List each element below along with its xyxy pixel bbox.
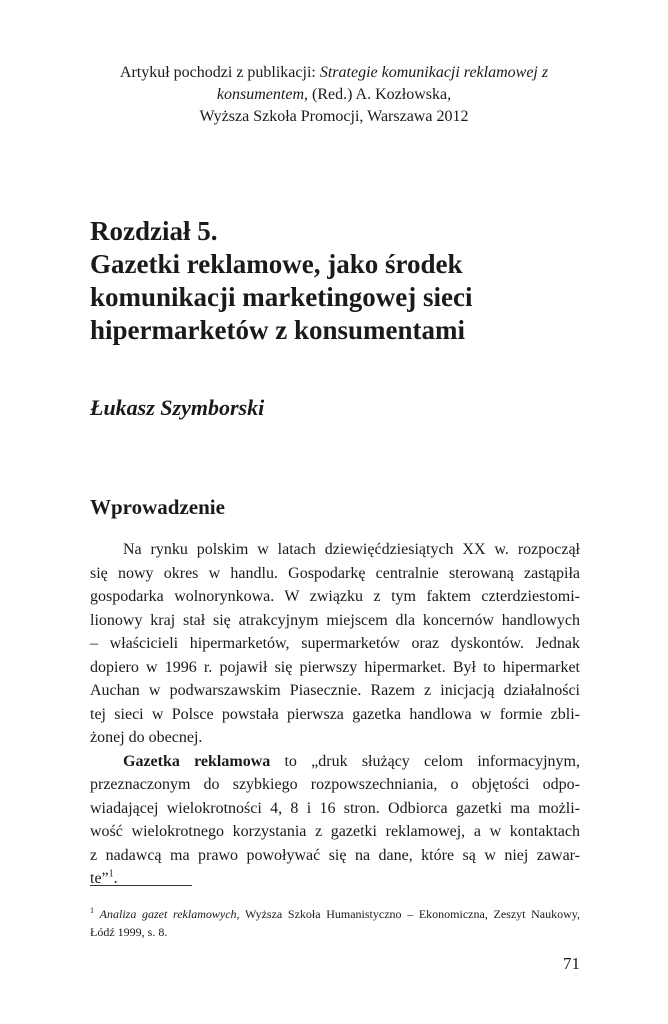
publication-title-part-1: Strategie komunikacji reklamowej z xyxy=(319,64,549,81)
text-line xyxy=(90,750,580,774)
footnote-reference[interactable]: 1 xyxy=(108,868,114,880)
footnote-number: 1 xyxy=(90,906,94,915)
section-heading: Wprowadzenie xyxy=(90,495,225,519)
chapter-heading xyxy=(90,215,590,347)
text-line xyxy=(90,867,580,891)
publication-publisher: Wyższa Szkoła Promocji, Warszawa 2012 xyxy=(199,108,469,125)
publication-note-line-1 xyxy=(60,62,608,84)
text-line: lionowy kraj stał się atrakcyjnym miejscem dla koncernów handlowych xyxy=(90,611,580,629)
publication-title-part-2: konsumentem xyxy=(216,86,304,103)
publication-note xyxy=(60,62,608,128)
chapter-title-line: hipermarketów z konsumentami xyxy=(90,315,465,345)
text-line: Na rynku polskim w latach dziewięćdziesiątych XX w. rozpoczął xyxy=(123,541,580,558)
footnote-line xyxy=(90,905,580,923)
publication-note-prefix: Artykuł pochodzi z publikacji: xyxy=(119,64,320,81)
paragraph-2 xyxy=(90,750,580,891)
footnote-separator xyxy=(90,885,192,886)
text-fragment: to „druk służący celom informacyjnym, xyxy=(270,752,580,770)
publication-editor: , (Red.) A. Kozłowska, xyxy=(304,86,452,103)
footnote-text: , Wyższa Szkoła Humanistyczno – Ekonomiczna, Zeszyt Naukowy, xyxy=(236,907,581,921)
paragraph-1 xyxy=(90,538,580,750)
body-text xyxy=(90,538,580,891)
defined-term: Gazetka reklamowa xyxy=(123,752,271,770)
text-line: dopiero w 1996 r. pojawił się pierwszy hipermarket. Był to hipermarket xyxy=(90,658,580,676)
footnote xyxy=(90,905,580,941)
page-number: 71 xyxy=(563,954,580,973)
text-fragment: te” xyxy=(90,870,109,887)
author-name: Łukasz Szymborski xyxy=(90,395,265,420)
text-line: z nadawcą ma prawo powoływać się na dane, które są w niej zawar- xyxy=(90,846,580,864)
text-line: tej sieci w Polsce powstała pierwsza gazetka handlowa w formie zbli- xyxy=(90,705,580,723)
footnote-title: Analiza gazet reklamowych xyxy=(99,907,237,921)
chapter-title-line: Gazetki reklamowe, jako środek xyxy=(90,249,463,279)
text-fragment: . xyxy=(113,870,118,887)
publication-note-line-2 xyxy=(60,84,608,106)
text-line: – właścicieli hipermarketów, supermarketów oraz dyskontów. Jednak xyxy=(90,635,580,652)
text-line: gospodarka wolnorynkowa. W związku z tym faktem czterdziestomi- xyxy=(90,588,580,605)
text-line: przeznaczonym do szybkiego rozpowszechniania, o objętości odpo- xyxy=(90,776,580,793)
text-line: Auchan w podwarszawskim Piasecznie. Razem z inicjacją działalności xyxy=(90,682,580,699)
text-line: żonej do obecnej. xyxy=(90,729,203,746)
text-line: się nowy okres w handlu. Gospodarkę centralnie sterowaną zastąpiła xyxy=(90,564,580,582)
footnote-line: Łódź 1999, s. 8. xyxy=(90,925,168,939)
chapter-title-line: komunikacji marketingowej sieci xyxy=(90,282,473,312)
text-line: wiadającej wielokrotności 4, 8 i 16 stron. Odbiorca gazetki ma możli- xyxy=(90,799,580,817)
text-line: wość wielokrotnego korzystania z gazetki reklamowej, a w kontaktach xyxy=(90,823,580,840)
chapter-number: Rozdział 5. xyxy=(90,216,218,246)
